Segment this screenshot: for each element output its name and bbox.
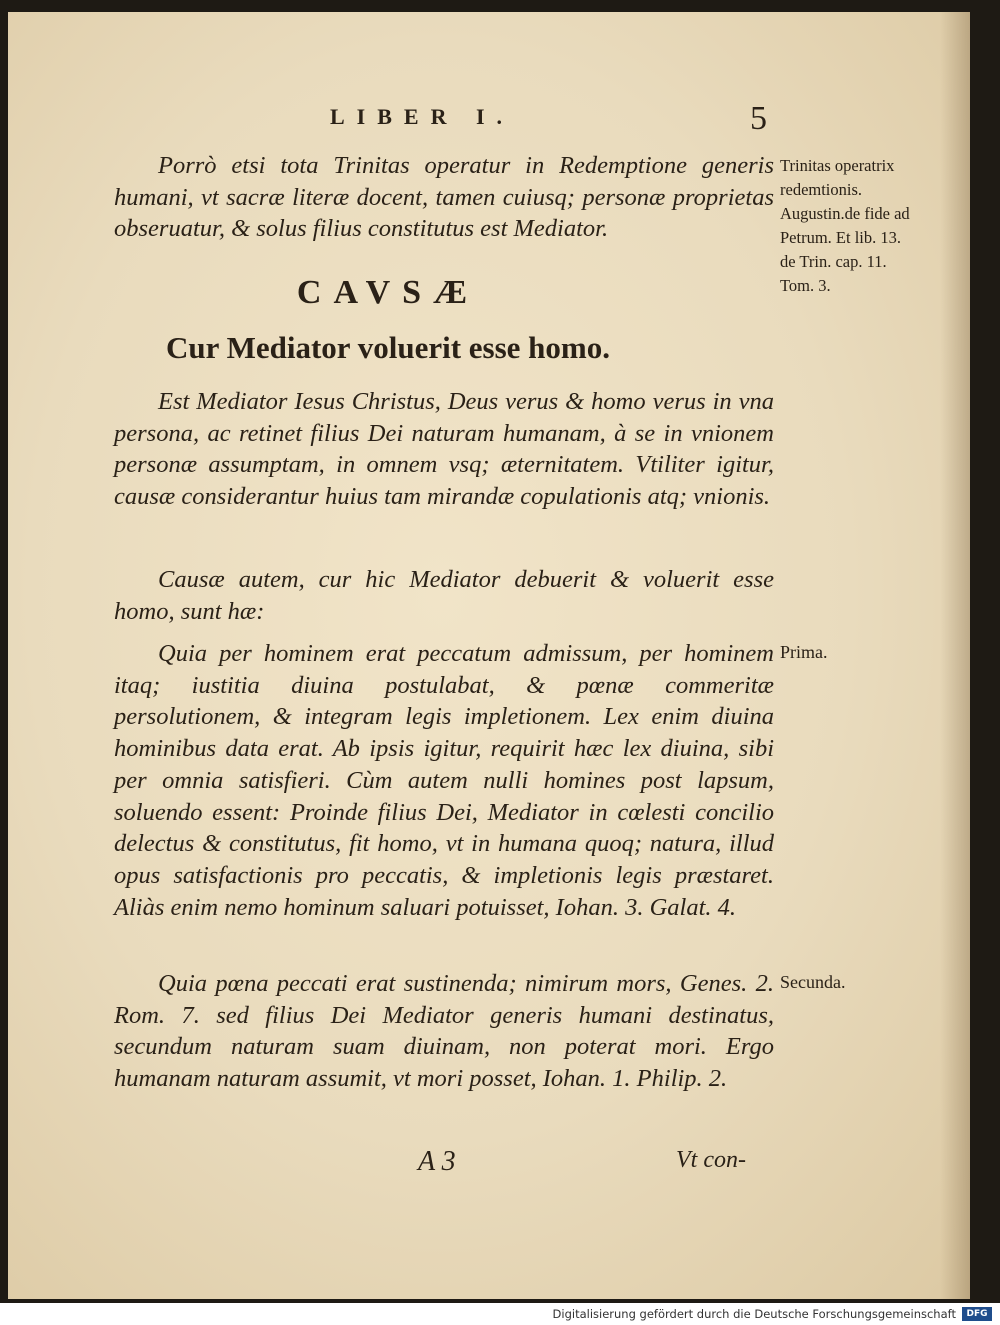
paragraph-mediator: Est Mediator Iesus Christus, Deus verus & homo verus in vna persona, ac retinet filius Dei naturam humanam, à se in vnionem personæ assumptam, in omnem vsq; æternitatem. Vtiliter igitur, causæ considerantur huius tam mirandæ copulationis atq; vnionis. <box>114 388 774 511</box>
footer-credit: Digitalisierung gefördert durch die Deutsche Forschungsgemeinschaft <box>552 1307 956 1321</box>
section-heading: CAVSÆ <box>296 274 480 311</box>
page-edge-shadow <box>940 12 970 1299</box>
paragraph-trinitas: Porrò etsi tota Trinitas operatur in Redemptione generis humani, vt sacræ literæ docent, tamen cuiusq; personæ proprietas obseruatur, & solus filius constitutus est Mediator. <box>114 152 774 243</box>
section-subheading: Cur Mediator voluerit esse homo. <box>166 330 610 365</box>
page-number: 5 <box>750 100 767 137</box>
margin-note-trinitas: Trinitas operatrix redemtionis. Augustin.de fide ad Petrum. Et lib. 13. de Trin. cap. 11. Tom. 3. <box>780 156 910 295</box>
catchword: Vt con- <box>676 1147 746 1173</box>
margin-note-secunda: Secunda. <box>780 972 846 992</box>
digitization-footer <box>0 1303 1000 1325</box>
running-head: LIBER I. <box>330 104 515 129</box>
book-page <box>8 12 970 1299</box>
paragraph-secunda-causa: Quia pœna peccati erat sustinenda; nimirum mors, Genes. 2. Rom. 7. sed filius Dei Mediator generis humani destinatus, secundum naturam suam diuinam, non poterat mori. Ergo humanam naturam assumit, vt mori posset, Iohan. 1. Philip. 2. <box>114 970 774 1093</box>
paragraph-prima-causa: Quia per hominem erat peccatum admissum, per hominem itaq; iustitia diuina postulabat, & pœnæ commeritæ persolutionem, & integram legis impletionem. Lex enim diuina hominibus data erat. Ab ipsis igitur, requirit hæc lex diuina, sibi per omnia satisfieri. Cùm autem nulli homines post lapsum, soluendo essent: Proinde filius Dei, Mediator in cœlesti concilio delectus & constitutus, fit homo, vt in humana quoq; natura, illud opus satisfactionis pro peccatis, & impletionis legis præstaret. Aliàs enim nemo hominum saluari potuisset, Iohan. 3. Galat. 4. <box>114 640 774 921</box>
dfg-logo-icon: DFG <box>962 1307 992 1321</box>
margin-note-prima: Prima. <box>780 642 828 662</box>
signature-mark: A 3 <box>418 1146 456 1177</box>
paragraph-causae-intro: Causæ autem, cur hic Mediator debuerit & voluerit esse homo, sunt hæ: <box>114 566 774 625</box>
